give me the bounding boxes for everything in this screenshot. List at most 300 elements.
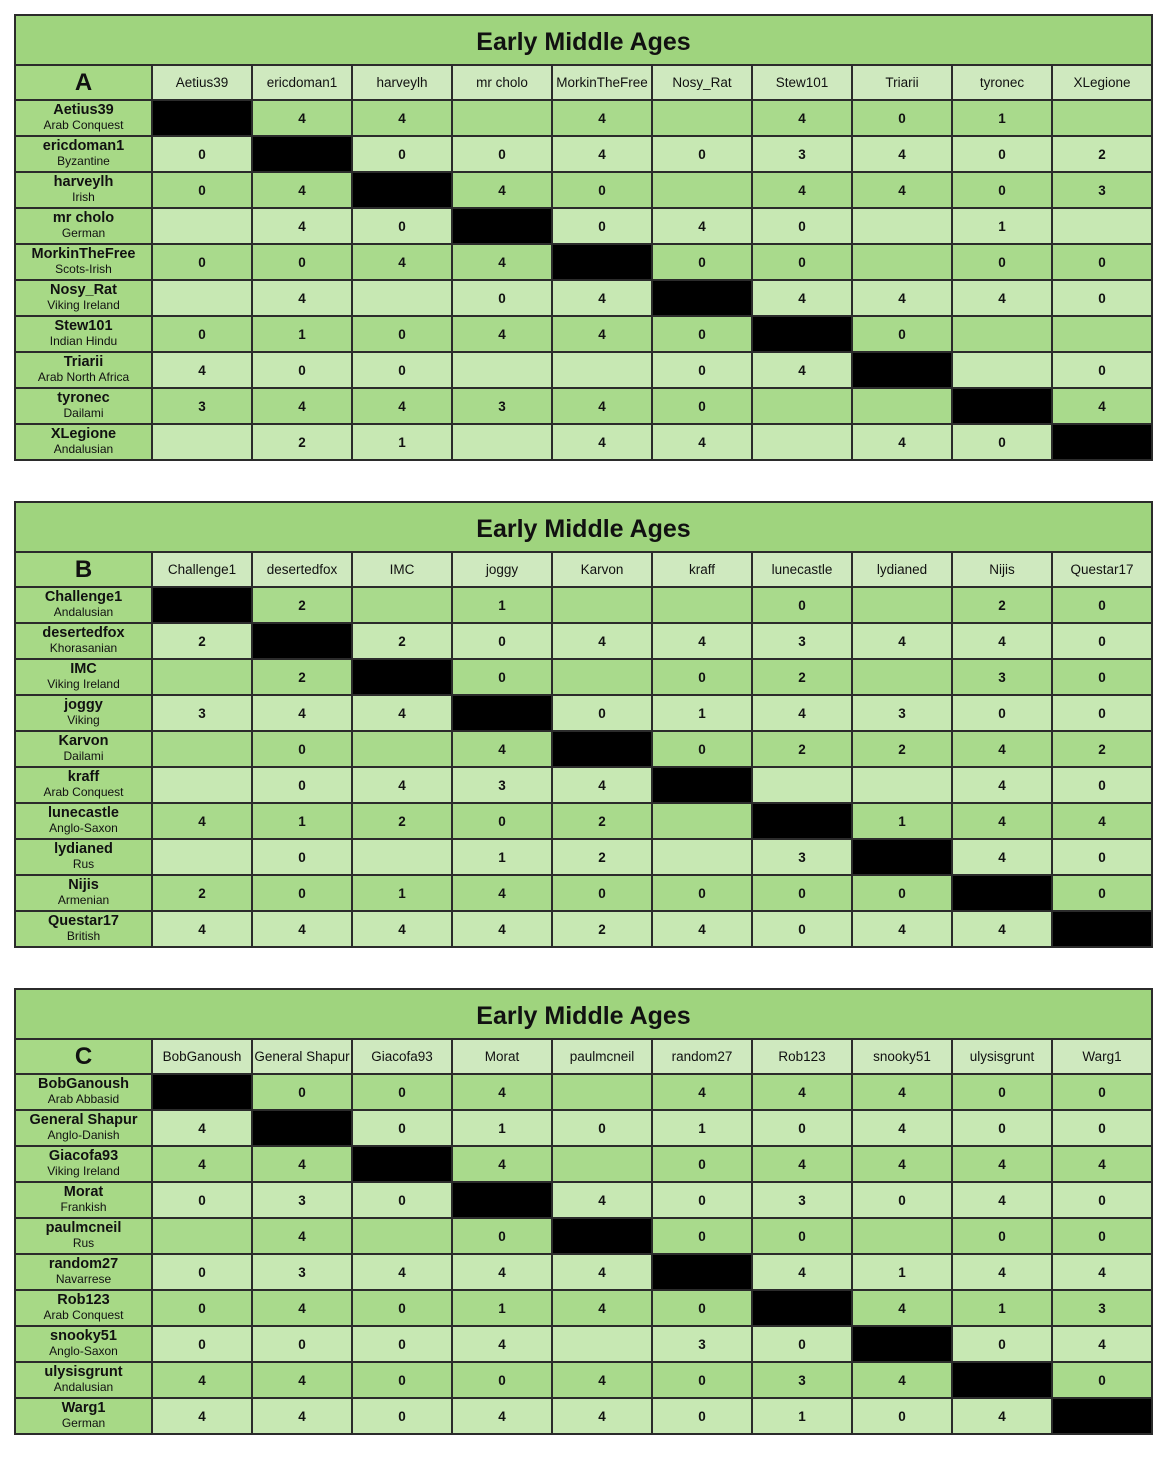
score-cell [552,587,652,623]
score-cell: 4 [152,1146,252,1182]
score-cell: 0 [452,803,552,839]
score-cell: 0 [452,1218,552,1254]
column-header: XLegione [1052,65,1152,100]
score-cell: 0 [152,1326,252,1362]
player-faction: Viking Ireland [47,1164,120,1178]
score-cell [752,767,852,803]
score-cell [152,1218,252,1254]
score-cell: 4 [252,1218,352,1254]
score-cell: 4 [852,1290,952,1326]
score-cell: 4 [352,388,452,424]
score-cell: 4 [252,388,352,424]
table-row [15,1398,1152,1434]
player-name: Warg1 [61,1400,106,1416]
column-header: Warg1 [1052,1039,1152,1074]
player-faction: Andalusian [53,442,114,456]
score-cell: 4 [1052,803,1152,839]
score-cell [452,100,552,136]
score-cell [152,839,252,875]
score-cell: 0 [1052,623,1152,659]
score-cell: 0 [652,1182,752,1218]
player-cell [15,659,152,695]
player-name: Challenge1 [44,589,123,605]
score-cell: 4 [852,911,952,947]
score-cell [1052,100,1152,136]
score-cell: 0 [652,1362,752,1398]
score-cell [352,839,452,875]
score-cell: 0 [352,1110,452,1146]
score-cell: 0 [1052,587,1152,623]
score-cell: 4 [452,911,552,947]
score-cell: 4 [652,424,752,460]
player-faction: Viking Ireland [47,677,120,691]
player-faction: Viking Ireland [47,298,120,312]
score-cell: 3 [752,1362,852,1398]
score-cell: 4 [152,352,252,388]
player-name: Nijis [68,877,99,893]
column-header: Questar17 [1052,552,1152,587]
player-cell [15,172,152,208]
score-cell [552,1326,652,1362]
column-header-row [15,65,1152,100]
player-cell [15,316,152,352]
group-b-table-container [14,501,1153,948]
table-row [15,911,1152,947]
score-cell: 0 [1052,1182,1152,1218]
player-cell [15,352,152,388]
score-cell: 0 [452,280,552,316]
score-cell: 4 [252,1290,352,1326]
score-cell: 4 [952,1254,1052,1290]
score-cell: 4 [552,1182,652,1218]
score-cell: 0 [952,424,1052,460]
score-cell: 0 [652,388,752,424]
score-cell: 0 [752,911,852,947]
score-cell: 4 [652,208,752,244]
score-cell: 0 [1052,1074,1152,1110]
diagonal-blank-cell [1052,424,1152,460]
score-cell: 1 [452,839,552,875]
player-cell [15,695,152,731]
score-cell: 4 [152,911,252,947]
score-cell: 4 [952,280,1052,316]
score-cell [652,100,752,136]
score-cell: 4 [752,695,852,731]
diagonal-blank-cell [452,695,552,731]
score-cell: 0 [752,875,852,911]
player-name: BobGanoush [37,1076,130,1092]
score-cell: 0 [752,587,852,623]
player-faction: Scots-Irish [55,262,112,276]
player-name: Questar17 [48,913,119,929]
player-cell [15,280,152,316]
score-cell: 4 [752,1074,852,1110]
score-cell: 1 [952,1290,1052,1326]
player-faction: Rus [72,1236,95,1250]
player-faction: Anglo-Saxon [49,821,118,835]
score-cell: 2 [552,839,652,875]
player-faction: Rus [72,857,95,871]
table-row [15,172,1152,208]
score-cell: 1 [252,803,352,839]
score-cell: 4 [752,100,852,136]
score-cell: 4 [552,136,652,172]
column-header: snooky51 [852,1039,952,1074]
score-cell: 4 [352,244,452,280]
score-cell [552,1146,652,1182]
score-cell [752,388,852,424]
score-cell [152,731,252,767]
score-cell: 0 [952,1218,1052,1254]
score-cell: 0 [552,695,652,731]
results-grid [14,14,1153,461]
score-cell: 0 [252,767,352,803]
score-cell: 0 [1052,659,1152,695]
score-cell: 4 [552,1290,652,1326]
score-cell: 4 [452,731,552,767]
player-name: IMC [70,661,97,677]
score-cell: 0 [852,100,952,136]
player-name: Rob123 [57,1292,110,1308]
score-cell: 0 [952,172,1052,208]
player-faction: Andalusian [53,1380,114,1394]
score-cell: 1 [452,1290,552,1326]
column-header: mr cholo [452,65,552,100]
score-cell: 4 [552,1362,652,1398]
score-cell: 4 [952,1398,1052,1434]
diagonal-blank-cell [152,587,252,623]
player-name: Aetius39 [53,102,114,118]
diagonal-blank-cell [852,1326,952,1362]
column-header: lydianed [852,552,952,587]
score-cell: 2 [952,587,1052,623]
score-cell: 2 [352,803,452,839]
player-cell [15,424,152,460]
score-cell: 0 [652,316,752,352]
player-name: Morat [63,1184,104,1200]
score-cell: 0 [252,1074,352,1110]
score-cell [652,839,752,875]
player-name: joggy [64,697,103,713]
column-header: Giacofa93 [352,1039,452,1074]
table-row [15,1362,1152,1398]
score-cell: 0 [1052,875,1152,911]
score-cell: 4 [752,1146,852,1182]
player-name: kraff [67,769,100,785]
score-cell: 3 [252,1182,352,1218]
table-row [15,424,1152,460]
score-cell: 3 [152,388,252,424]
player-name: Stew101 [54,318,113,334]
score-cell: 2 [552,803,652,839]
column-header: Nijis [952,552,1052,587]
table-row [15,587,1152,623]
score-cell: 4 [552,1398,652,1434]
score-cell: 4 [252,208,352,244]
score-cell: 0 [752,1218,852,1254]
score-cell: 0 [152,316,252,352]
player-name: Karvon [58,733,109,749]
score-cell [952,352,1052,388]
table-title [15,989,1152,1039]
score-cell: 3 [152,695,252,731]
table-row [15,136,1152,172]
score-cell: 2 [1052,731,1152,767]
score-cell: 0 [852,1182,952,1218]
score-cell [352,731,452,767]
diagonal-blank-cell [652,1254,752,1290]
diagonal-blank-cell [352,1146,452,1182]
table-row [15,659,1152,695]
score-cell: 4 [852,1146,952,1182]
score-cell: 0 [652,1290,752,1326]
player-cell [15,1326,152,1362]
player-faction: Viking [67,713,100,727]
player-name: snooky51 [50,1328,117,1344]
column-header: ulysisgrunt [952,1039,1052,1074]
score-cell: 2 [852,731,952,767]
diagonal-blank-cell [952,1362,1052,1398]
player-cell [15,587,152,623]
diagonal-blank-cell [752,316,852,352]
column-header: BobGanoush [152,1039,252,1074]
score-cell: 4 [952,767,1052,803]
column-header: tyronec [952,65,1052,100]
score-cell: 0 [1052,1218,1152,1254]
score-cell [852,244,952,280]
score-cell: 4 [852,1362,952,1398]
score-cell: 3 [852,695,952,731]
score-cell: 0 [152,172,252,208]
score-cell: 4 [452,1398,552,1434]
score-cell [552,659,652,695]
score-cell: 4 [952,623,1052,659]
score-cell: 3 [452,388,552,424]
table-row [15,388,1152,424]
diagonal-blank-cell [252,1110,352,1146]
column-header-row [15,1039,1152,1074]
score-cell [952,316,1052,352]
column-header: Rob123 [752,1039,852,1074]
table-title [15,502,1152,552]
column-header: harveylh [352,65,452,100]
player-faction: German [61,1416,106,1430]
score-cell: 4 [852,136,952,172]
score-cell: 1 [652,695,752,731]
score-cell: 4 [1052,1254,1152,1290]
score-cell: 4 [452,244,552,280]
score-cell: 0 [252,1326,352,1362]
score-cell: 4 [252,1146,352,1182]
score-cell: 1 [952,208,1052,244]
score-cell: 1 [352,424,452,460]
score-cell [152,767,252,803]
player-name: Giacofa93 [48,1148,119,1164]
score-cell: 0 [1052,695,1152,731]
score-cell: 0 [452,623,552,659]
column-header: Challenge1 [152,552,252,587]
table-row [15,767,1152,803]
score-cell: 0 [752,1110,852,1146]
score-cell: 0 [652,1398,752,1434]
score-cell: 4 [152,803,252,839]
score-cell: 3 [952,659,1052,695]
table-row [15,695,1152,731]
table-row [15,1326,1152,1362]
table-title-text: Early Middle Ages [476,27,691,56]
group-a-table-container [14,14,1153,461]
column-header: random27 [652,1039,752,1074]
diagonal-blank-cell [352,172,452,208]
score-cell: 1 [952,100,1052,136]
score-cell: 2 [152,623,252,659]
score-cell: 4 [652,911,752,947]
score-cell: 0 [1052,767,1152,803]
player-faction: Byzantine [57,154,110,168]
score-cell: 4 [252,280,352,316]
diagonal-blank-cell [1052,911,1152,947]
score-cell: 0 [952,244,1052,280]
score-cell: 4 [252,695,352,731]
score-cell: 0 [452,136,552,172]
column-header: Morat [452,1039,552,1074]
table-row [15,316,1152,352]
table-row [15,208,1152,244]
score-cell [552,1074,652,1110]
player-name: ericdoman1 [42,138,125,154]
diagonal-blank-cell [252,136,352,172]
player-faction: Anglo-Saxon [49,1344,118,1358]
score-cell: 0 [752,1326,852,1362]
score-cell: 0 [952,1074,1052,1110]
score-cell: 1 [752,1398,852,1434]
score-cell: 0 [352,352,452,388]
score-cell: 1 [452,1110,552,1146]
score-cell: 0 [352,136,452,172]
diagonal-blank-cell [752,1290,852,1326]
score-cell: 0 [1052,280,1152,316]
score-cell: 0 [352,316,452,352]
score-cell: 4 [252,911,352,947]
score-cell: 3 [652,1326,752,1362]
player-faction: Andalusian [53,605,114,619]
table-title [15,15,1152,65]
diagonal-blank-cell [752,803,852,839]
results-grid [14,988,1153,1435]
score-cell: 1 [852,1254,952,1290]
score-cell [552,352,652,388]
score-cell: 0 [1052,839,1152,875]
score-cell: 0 [252,875,352,911]
player-cell [15,136,152,172]
group-c-table-container [14,988,1153,1435]
score-cell: 4 [952,1182,1052,1218]
player-cell [15,839,152,875]
player-name: tyronec [57,390,110,406]
score-cell [152,659,252,695]
player-faction: Arab Conquest [43,1308,124,1322]
score-cell [852,388,952,424]
score-cell: 0 [552,875,652,911]
column-header: Triarii [852,65,952,100]
score-cell [1052,208,1152,244]
score-cell: 4 [352,695,452,731]
player-cell [15,1074,152,1110]
score-cell: 0 [152,136,252,172]
score-cell: 3 [752,623,852,659]
player-cell [15,1110,152,1146]
score-cell: 0 [452,659,552,695]
score-cell: 2 [252,424,352,460]
score-cell [852,587,952,623]
table-row [15,1074,1152,1110]
score-cell: 4 [552,424,652,460]
score-cell: 4 [552,280,652,316]
score-cell: 4 [252,172,352,208]
score-cell [452,352,552,388]
score-cell: 4 [852,1110,952,1146]
player-faction: German [61,226,106,240]
score-cell: 4 [852,1074,952,1110]
score-cell: 0 [552,172,652,208]
score-cell: 0 [652,875,752,911]
diagonal-blank-cell [852,352,952,388]
column-header-row [15,552,1152,587]
table-row [15,244,1152,280]
score-cell: 4 [352,1254,452,1290]
score-cell: 0 [552,208,652,244]
column-header: MorkinTheFree [552,65,652,100]
score-cell [852,767,952,803]
column-header: joggy [452,552,552,587]
score-cell: 0 [352,208,452,244]
diagonal-blank-cell [652,280,752,316]
player-name: ulysisgrunt [44,1364,123,1380]
score-cell [852,208,952,244]
diagonal-blank-cell [152,1074,252,1110]
player-name: lydianed [54,841,113,857]
player-name: paulmcneil [45,1220,122,1236]
score-cell: 0 [452,1362,552,1398]
score-cell: 4 [852,172,952,208]
diagonal-blank-cell [152,100,252,136]
score-cell: 4 [1052,388,1152,424]
player-name: lunecastle [48,805,119,821]
score-cell: 4 [452,875,552,911]
score-cell: 0 [1052,352,1152,388]
score-cell: 4 [452,1074,552,1110]
score-cell: 4 [652,1074,752,1110]
score-cell: 0 [252,839,352,875]
score-cell: 0 [652,244,752,280]
diagonal-blank-cell [252,623,352,659]
score-cell: 4 [752,172,852,208]
score-cell: 1 [352,875,452,911]
score-cell: 1 [852,803,952,839]
player-faction: Arab Abbasid [47,1092,120,1106]
score-cell: 4 [552,388,652,424]
score-cell: 4 [752,352,852,388]
diagonal-blank-cell [552,244,652,280]
player-cell [15,767,152,803]
table-row [15,1110,1152,1146]
player-faction: Dailami [63,406,104,420]
player-name: General Shapur [29,1112,138,1128]
table-row [15,1290,1152,1326]
player-cell [15,1182,152,1218]
column-header: lunecastle [752,552,852,587]
score-cell: 3 [752,839,852,875]
